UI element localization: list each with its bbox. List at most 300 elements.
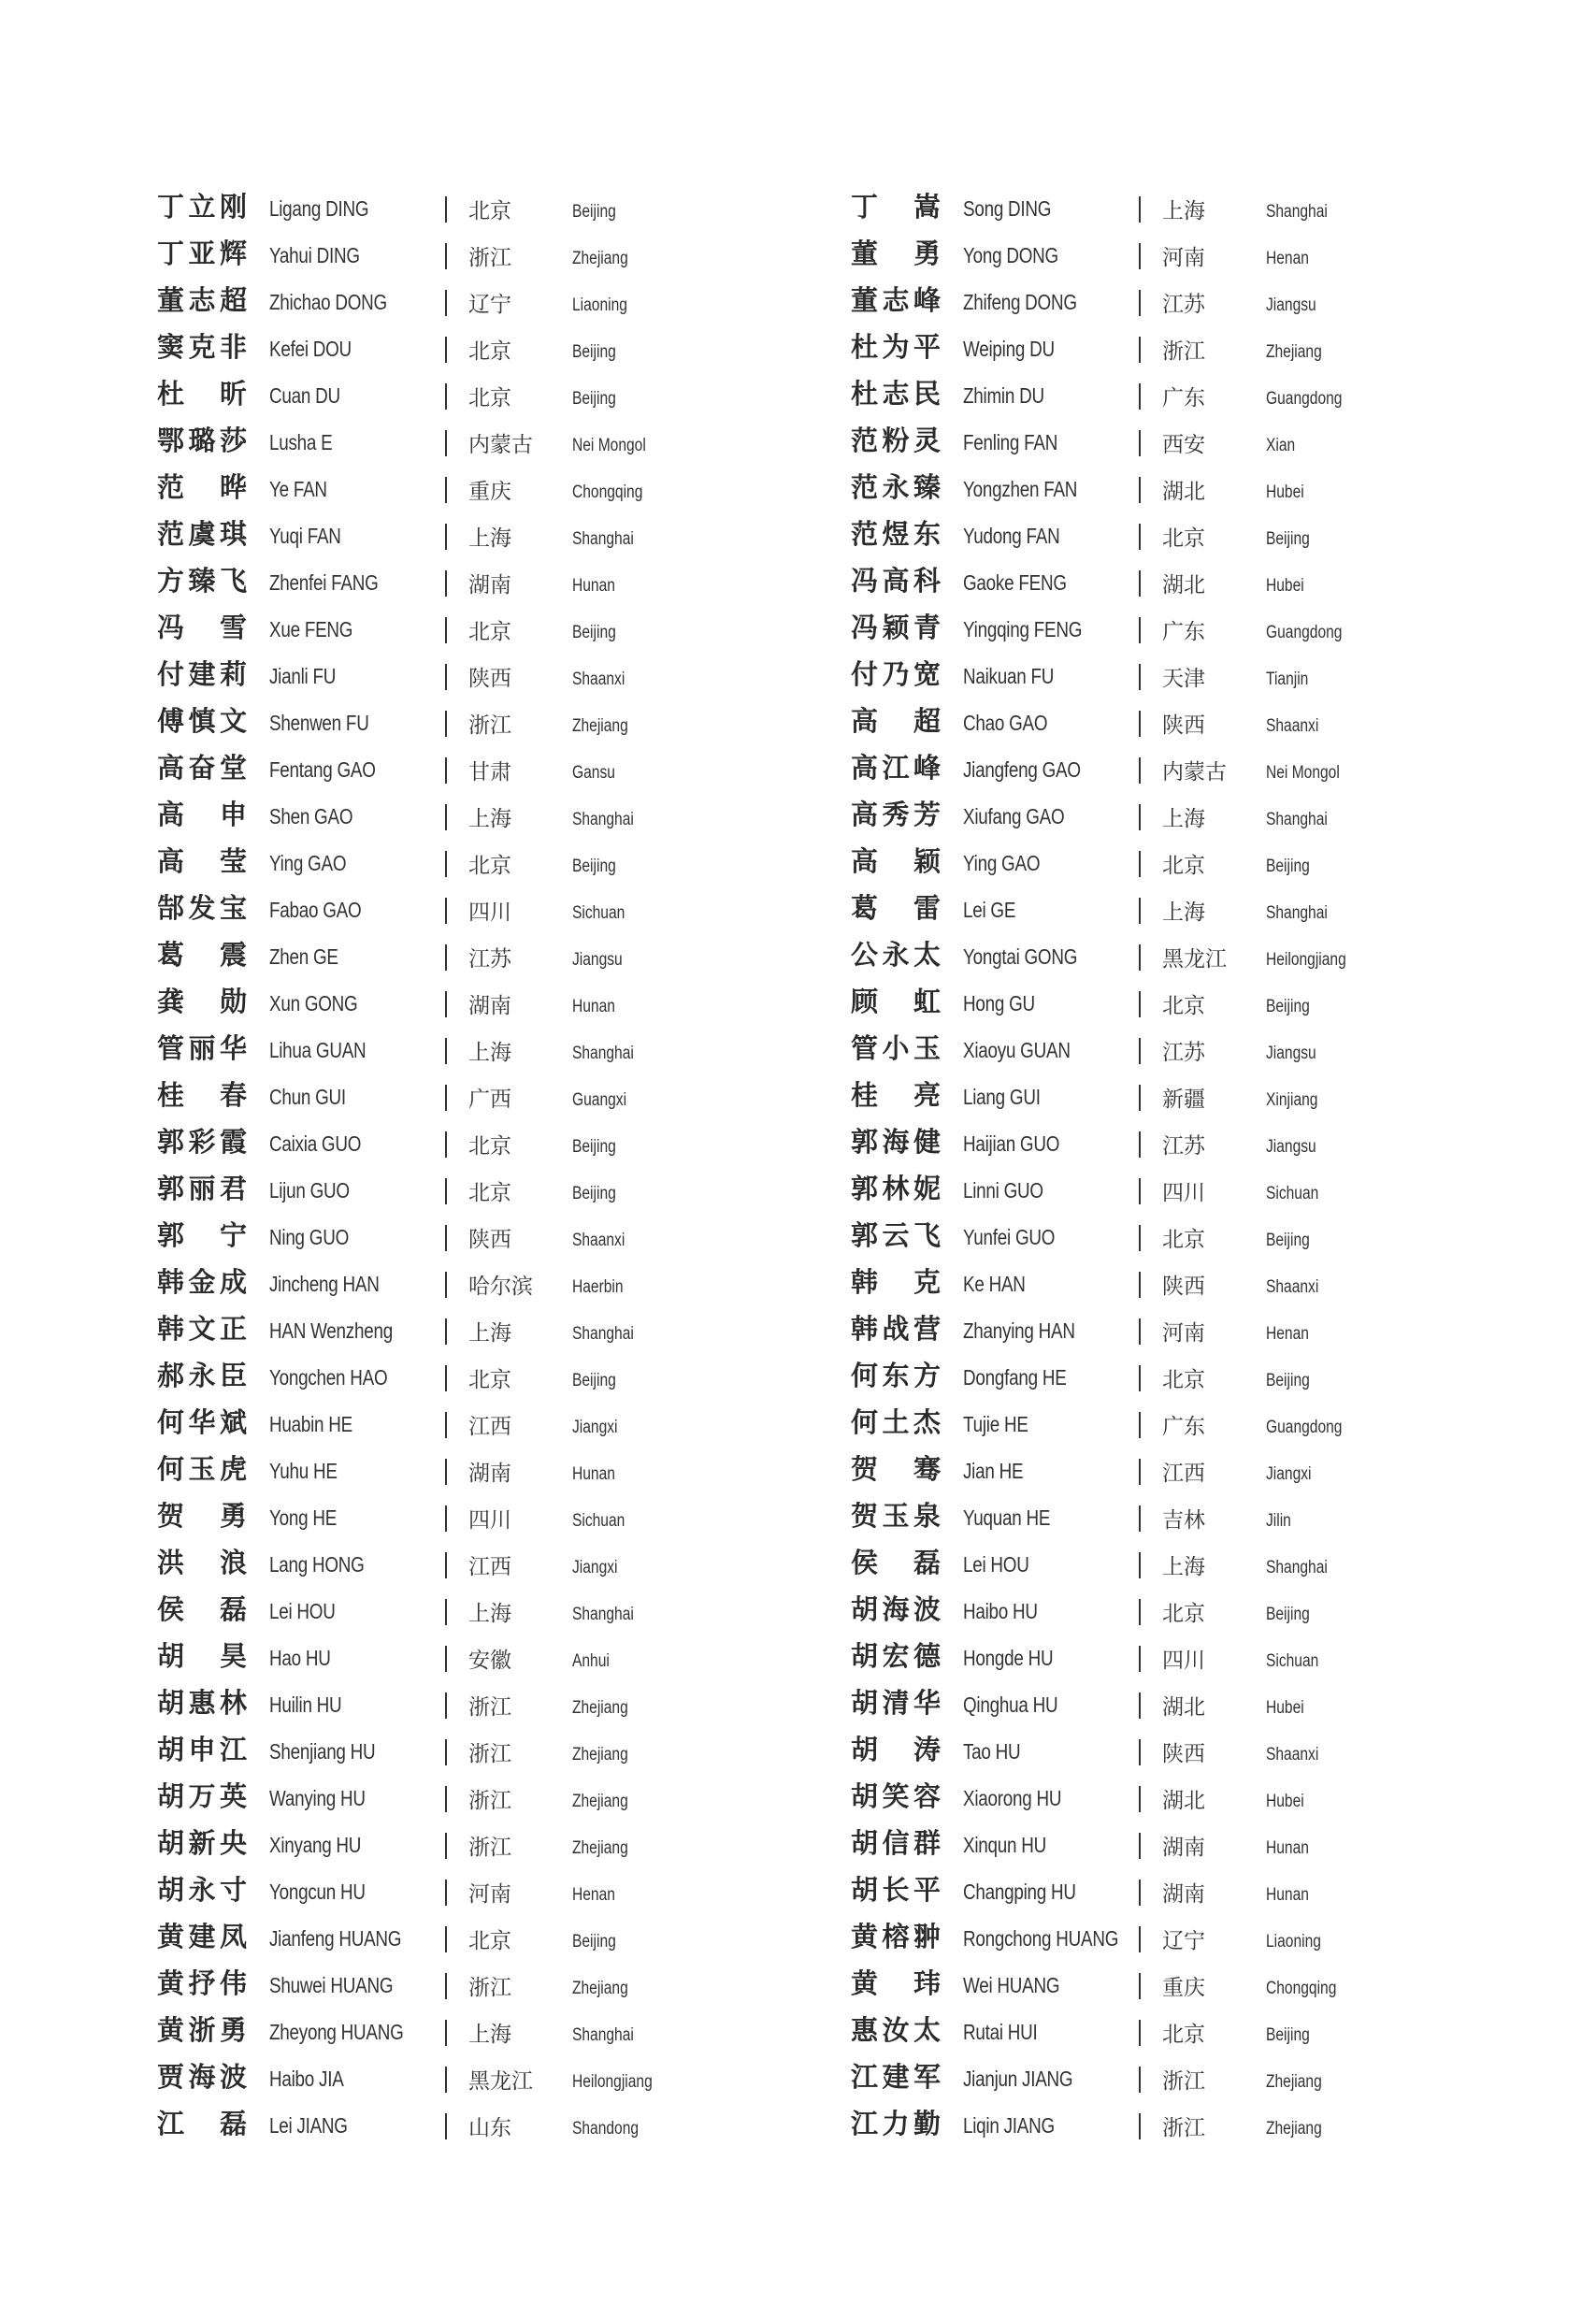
province-english: Zhejiang — [572, 716, 628, 736]
province-english: Shanghai — [1266, 1558, 1328, 1577]
province-chinese: 湖北 — [1162, 1789, 1205, 1813]
province-english: Beijing — [572, 623, 616, 642]
chinese-name: 葛 雷 — [851, 892, 941, 924]
province-english: Beijing — [1266, 997, 1310, 1016]
separator-bar — [1139, 1646, 1141, 1672]
chinese-name: 胡 笑 容 — [851, 1780, 941, 1812]
english-name: Wanying HU — [269, 1786, 366, 1810]
list-item — [851, 1681, 1524, 1728]
separator-bar — [1139, 1880, 1141, 1906]
list-item — [851, 793, 1524, 840]
province-english: Nei Mongol — [1266, 763, 1340, 783]
list-item — [157, 1822, 830, 1868]
chinese-name: 傅 慎 文 — [157, 705, 247, 737]
chinese-name: 管 小 玉 — [851, 1032, 941, 1064]
province-english: Jiangxi — [1266, 1464, 1312, 1484]
english-name: Jianfeng HUANG — [269, 1926, 402, 1951]
chinese-name: 高 莹 — [157, 845, 247, 877]
province-english: Beijing — [572, 857, 616, 876]
english-name: Shenjiang HU — [269, 1739, 376, 1764]
province-chinese: 湖南 — [1162, 1882, 1205, 1907]
separator-bar — [445, 337, 447, 363]
chinese-name: 公 永 太 — [851, 939, 941, 971]
english-name: Fabao GAO — [269, 898, 362, 922]
province-chinese: 浙江 — [1162, 339, 1205, 364]
list-item — [851, 2102, 1524, 2149]
province-english: Zhejiang — [572, 1698, 628, 1718]
list-item — [157, 1027, 830, 1073]
province-english: Hunan — [572, 1464, 615, 1484]
english-name: Zheyong HUANG — [269, 2020, 404, 2044]
province-english: Henan — [1266, 249, 1309, 268]
list-item — [851, 279, 1524, 325]
chinese-name: 贺 勇 — [157, 1500, 247, 1532]
list-item — [157, 980, 830, 1027]
province-english: Shanghai — [572, 1044, 634, 1063]
province-english: Liaoning — [1266, 1932, 1321, 1952]
english-name: Shen GAO — [269, 804, 353, 828]
province-english: Zhejiang — [572, 249, 628, 268]
english-name: Ligang DING — [269, 196, 369, 221]
list-item — [157, 2009, 830, 2055]
province-english: Shanghai — [572, 1605, 634, 1624]
list-item — [157, 1354, 830, 1401]
separator-bar — [1139, 524, 1141, 550]
english-name: Xue FENG — [269, 617, 353, 641]
list-item — [851, 1260, 1524, 1307]
list-item — [157, 232, 830, 279]
chinese-name: 何 东 方 — [851, 1360, 941, 1391]
separator-bar — [1139, 243, 1141, 269]
separator-bar — [445, 711, 447, 737]
separator-bar — [445, 1272, 447, 1298]
province-english: Jiangxi — [572, 1418, 618, 1437]
separator-bar — [1139, 2020, 1141, 2046]
list-item — [851, 232, 1524, 279]
province-chinese: 四川 — [468, 1508, 511, 1533]
chinese-name: 管 丽 华 — [157, 1032, 247, 1064]
province-english: Henan — [1266, 1324, 1309, 1344]
chinese-name: 窦 克 非 — [157, 331, 247, 363]
separator-bar — [1139, 477, 1141, 503]
separator-bar — [1139, 1786, 1141, 1812]
chinese-name: 杜 志 民 — [851, 378, 941, 410]
province-english: Shanghai — [572, 1324, 634, 1344]
chinese-name: 胡 信 群 — [851, 1827, 941, 1859]
province-chinese: 上海 — [468, 1321, 511, 1346]
province-chinese: 重庆 — [468, 480, 511, 504]
separator-bar — [1139, 711, 1141, 737]
chinese-name: 贾 海 波 — [157, 2061, 247, 2093]
province-chinese: 陕西 — [468, 667, 511, 691]
chinese-name: 高 申 — [157, 799, 247, 830]
english-name: Yingqing FENG — [963, 617, 1083, 641]
province-english: Shanghai — [572, 810, 634, 829]
english-name: Hongde HU — [963, 1646, 1054, 1670]
english-name: Jian HE — [963, 1459, 1024, 1483]
chinese-name: 韩 战 营 — [851, 1313, 941, 1345]
separator-bar — [1139, 757, 1141, 784]
province-chinese: 北京 — [1162, 1368, 1205, 1392]
english-name: Haijian GUO — [963, 1131, 1060, 1156]
english-name: HAN Wenzheng — [269, 1318, 393, 1343]
english-name: Yahui DING — [269, 243, 360, 267]
separator-bar — [1139, 851, 1141, 877]
english-name: Xun GONG — [269, 991, 358, 1015]
province-chinese: 黑龙江 — [1162, 947, 1227, 972]
province-chinese: 河南 — [1162, 246, 1205, 270]
list-item — [851, 1120, 1524, 1167]
separator-bar — [1139, 2113, 1141, 2139]
separator-bar — [445, 2020, 447, 2046]
province-chinese: 北京 — [468, 854, 511, 878]
list-item — [851, 559, 1524, 606]
chinese-name: 侯 磊 — [157, 1593, 247, 1625]
province-chinese: 陕西 — [468, 1228, 511, 1252]
province-chinese: 上海 — [468, 2023, 511, 2047]
chinese-name: 郭 林 妮 — [851, 1173, 941, 1204]
province-chinese: 湖南 — [468, 573, 511, 598]
english-name: Ye FAN — [269, 477, 327, 501]
province-chinese: 北京 — [468, 1368, 511, 1392]
list-item — [851, 1167, 1524, 1214]
province-chinese: 上海 — [468, 1602, 511, 1626]
list-item — [851, 466, 1524, 512]
english-name: Yuqi FAN — [269, 524, 341, 548]
province-english: Shaanxi — [572, 670, 625, 689]
province-english: Gansu — [572, 763, 615, 783]
province-english: Xinjiang — [1266, 1090, 1318, 1110]
separator-bar — [1139, 1272, 1141, 1298]
chinese-name: 付 建 莉 — [157, 658, 247, 690]
province-english: Hubei — [1266, 483, 1304, 502]
province-english: Chongqing — [1266, 1979, 1337, 1998]
chinese-name: 胡 惠 林 — [157, 1687, 247, 1719]
province-chinese: 上海 — [468, 526, 511, 551]
province-english: Guangdong — [1266, 389, 1343, 409]
chinese-name: 黄 玮 — [851, 1967, 941, 1999]
list-item — [157, 2102, 830, 2149]
province-english: Shanghai — [1266, 202, 1328, 222]
province-chinese: 北京 — [1162, 994, 1205, 1018]
province-chinese: 四川 — [1162, 1649, 1205, 1673]
list-item — [157, 1775, 830, 1822]
province-chinese: 浙江 — [468, 1836, 511, 1860]
province-chinese: 湖北 — [1162, 1695, 1205, 1720]
province-chinese: 浙江 — [468, 1789, 511, 1813]
chinese-name: 董 志 峰 — [851, 284, 941, 316]
province-chinese: 新疆 — [1162, 1087, 1205, 1112]
separator-bar — [445, 1739, 447, 1765]
separator-bar — [1139, 1178, 1141, 1204]
province-chinese: 上海 — [1162, 900, 1205, 925]
province-chinese: 浙江 — [1162, 2069, 1205, 2094]
province-english: Shaanxi — [1266, 1277, 1319, 1297]
separator-bar — [445, 1131, 447, 1158]
province-english: Sichuan — [1266, 1184, 1319, 1203]
list-item — [851, 1541, 1524, 1588]
separator-bar — [445, 2113, 447, 2139]
chinese-name: 付 乃 宽 — [851, 658, 941, 690]
list-item — [157, 606, 830, 653]
province-chinese: 浙江 — [468, 1742, 511, 1766]
english-name: Ying GAO — [963, 851, 1041, 875]
province-chinese: 江苏 — [1162, 1134, 1205, 1159]
province-chinese: 四川 — [1162, 1181, 1205, 1205]
separator-bar — [1139, 1412, 1141, 1438]
chinese-name: 丁 立 刚 — [157, 191, 247, 223]
separator-bar — [1139, 1692, 1141, 1719]
english-name: Linni GUO — [963, 1178, 1043, 1203]
english-name: Zhifeng DONG — [963, 290, 1077, 314]
english-name: Changping HU — [963, 1880, 1076, 1904]
province-english: Hunan — [572, 576, 615, 596]
separator-bar — [445, 804, 447, 830]
province-english: Beijing — [572, 342, 616, 362]
province-english: Zhejiang — [572, 1745, 628, 1764]
province-english: Beijing — [1266, 2025, 1310, 2045]
chinese-name: 胡 永 寸 — [157, 1874, 247, 1906]
separator-bar — [445, 524, 447, 550]
separator-bar — [445, 664, 447, 690]
province-english: Beijing — [1266, 529, 1310, 549]
chinese-name: 龚 勋 — [157, 986, 247, 1017]
english-name: Yongzhen FAN — [963, 477, 1078, 501]
province-chinese: 河南 — [1162, 1321, 1205, 1346]
province-english: Beijing — [572, 1184, 616, 1203]
province-english: Zhejiang — [572, 1838, 628, 1858]
english-name: Rongchong HUANG — [963, 1926, 1119, 1951]
list-item — [157, 1962, 830, 2009]
province-english: Beijing — [1266, 1231, 1310, 1250]
separator-bar — [445, 757, 447, 784]
english-name: Zhenfei FANG — [269, 570, 379, 595]
province-chinese: 北京 — [1162, 526, 1205, 551]
province-chinese: 陕西 — [1162, 1275, 1205, 1299]
english-name: Gaoke FENG — [963, 570, 1067, 595]
list-item — [157, 1868, 830, 1915]
separator-bar — [445, 991, 447, 1017]
province-chinese: 浙江 — [1162, 2116, 1205, 2140]
separator-bar — [1139, 804, 1141, 830]
separator-bar — [1139, 1739, 1141, 1765]
province-english: Chongqing — [572, 483, 643, 502]
province-english: Guangxi — [572, 1090, 627, 1110]
english-name: Yuquan HE — [963, 1505, 1051, 1530]
chinese-name: 洪 浪 — [157, 1547, 247, 1578]
list-item — [157, 2055, 830, 2102]
english-name: Yong DONG — [963, 243, 1058, 267]
english-name: Fenling FAN — [963, 430, 1058, 454]
separator-bar — [1139, 1926, 1141, 1952]
separator-bar — [445, 196, 447, 223]
english-name: Lei GE — [963, 898, 1016, 922]
separator-bar — [1139, 944, 1141, 971]
province-english: Guangdong — [1266, 623, 1343, 642]
province-english: Hubei — [1266, 1792, 1304, 1811]
separator-bar — [1139, 196, 1141, 223]
english-name: Lijun GUO — [269, 1178, 350, 1203]
province-english: Heilongjiang — [1266, 950, 1346, 970]
list-item — [157, 653, 830, 699]
list-item — [851, 1868, 1524, 1915]
english-name: Huabin HE — [269, 1412, 352, 1436]
province-chinese: 北京 — [1162, 2023, 1205, 2047]
province-chinese: 江苏 — [1162, 293, 1205, 317]
list-item — [851, 1073, 1524, 1120]
separator-bar — [1139, 1038, 1141, 1064]
separator-bar — [445, 898, 447, 924]
english-name: Hao HU — [269, 1646, 331, 1670]
province-english: Hubei — [1266, 576, 1304, 596]
list-item — [851, 512, 1524, 559]
list-item — [157, 746, 830, 793]
province-chinese: 江苏 — [1162, 1041, 1205, 1065]
province-english: Beijing — [572, 1932, 616, 1952]
province-chinese: 山东 — [468, 2116, 511, 2140]
english-name: Xiaorong HU — [963, 1786, 1062, 1810]
list-item — [157, 1167, 830, 1214]
province-english: Beijing — [1266, 857, 1310, 876]
province-english: Heilongjiang — [572, 2072, 653, 2092]
separator-bar — [445, 1692, 447, 1719]
province-chinese: 北京 — [468, 620, 511, 644]
list-item — [157, 1120, 830, 1167]
list-item — [157, 699, 830, 746]
list-item — [157, 419, 830, 466]
chinese-name: 范 粉 灵 — [851, 425, 941, 456]
chinese-name: 郝 永 臣 — [157, 1360, 247, 1391]
chinese-name: 桂 春 — [157, 1079, 247, 1111]
province-chinese: 辽宁 — [1162, 1929, 1205, 1953]
separator-bar — [445, 2067, 447, 2093]
province-chinese: 安徽 — [468, 1649, 511, 1673]
chinese-name: 胡 海 波 — [851, 1593, 941, 1625]
province-chinese: 黑龙江 — [468, 2069, 533, 2094]
english-name: Liang GUI — [963, 1085, 1041, 1109]
chinese-name: 贺 骞 — [851, 1453, 941, 1485]
chinese-name: 董 勇 — [851, 238, 941, 269]
separator-bar — [1139, 1599, 1141, 1625]
list-item — [157, 1728, 830, 1775]
province-english: Jiangsu — [572, 950, 623, 970]
province-chinese: 哈尔滨 — [468, 1275, 533, 1299]
right-column — [851, 185, 1524, 2149]
chinese-name: 高 奋 堂 — [157, 752, 247, 784]
separator-bar — [1139, 898, 1141, 924]
chinese-name: 方 臻 飞 — [157, 565, 247, 597]
province-chinese: 广东 — [1162, 1415, 1205, 1439]
english-name: Lei HOU — [963, 1552, 1029, 1577]
chinese-name: 胡 宏 德 — [851, 1640, 941, 1672]
chinese-name: 董 志 超 — [157, 284, 247, 316]
list-item — [157, 1915, 830, 1962]
chinese-name: 侯 磊 — [851, 1547, 941, 1578]
chinese-name: 郭 彩 霞 — [157, 1126, 247, 1158]
province-chinese: 上海 — [1162, 1555, 1205, 1579]
list-item — [851, 886, 1524, 933]
province-chinese: 江苏 — [468, 947, 511, 972]
province-chinese: 北京 — [1162, 1602, 1205, 1626]
separator-bar — [1139, 337, 1141, 363]
province-english: Hunan — [1266, 1838, 1309, 1858]
chinese-name: 冯 颖 青 — [851, 612, 941, 643]
list-item — [157, 1494, 830, 1541]
list-item — [157, 372, 830, 419]
chinese-name: 胡 清 华 — [851, 1687, 941, 1719]
list-item — [851, 1354, 1524, 1401]
list-item — [157, 1588, 830, 1635]
province-chinese: 上海 — [468, 807, 511, 831]
province-chinese: 湖南 — [468, 994, 511, 1018]
list-item — [851, 2055, 1524, 2102]
province-chinese: 上海 — [468, 1041, 511, 1065]
list-item — [851, 1214, 1524, 1260]
chinese-name: 郭 丽 君 — [157, 1173, 247, 1204]
separator-bar — [1139, 664, 1141, 690]
chinese-name: 江 力 勤 — [851, 2108, 941, 2139]
separator-bar — [445, 1973, 447, 1999]
province-english: Zhejiang — [1266, 2072, 1322, 2092]
english-name: Shenwen FU — [269, 711, 369, 735]
province-english: Jiangsu — [1266, 1137, 1316, 1157]
chinese-name: 黄 建 凤 — [157, 1921, 247, 1952]
province-english: Jilin — [1266, 1511, 1291, 1531]
province-chinese: 浙江 — [468, 713, 511, 738]
separator-bar — [445, 1318, 447, 1345]
province-chinese: 浙江 — [468, 1695, 511, 1720]
english-name: Wei HUANG — [963, 1973, 1060, 1997]
separator-bar — [1139, 1131, 1141, 1158]
english-name: Xinqun HU — [963, 1833, 1046, 1857]
separator-bar — [1139, 1973, 1141, 1999]
province-chinese: 湖南 — [468, 1462, 511, 1486]
separator-bar — [1139, 617, 1141, 643]
chinese-name: 范 虞 琪 — [157, 518, 247, 550]
list-item — [157, 1214, 830, 1260]
list-item — [851, 1822, 1524, 1868]
list-item — [851, 746, 1524, 793]
province-english: Hunan — [572, 997, 615, 1016]
province-chinese: 北京 — [468, 386, 511, 411]
province-chinese: 北京 — [468, 1929, 511, 1953]
chinese-name: 郭 海 健 — [851, 1126, 941, 1158]
province-english: Shanghai — [1266, 903, 1328, 923]
english-name: Ning GUO — [269, 1225, 350, 1249]
chinese-name: 冯 高 科 — [851, 565, 941, 597]
english-name: Song DING — [963, 196, 1052, 221]
province-english: Beijing — [1266, 1371, 1310, 1390]
chinese-name: 韩 克 — [851, 1266, 941, 1298]
english-name: Haibo HU — [963, 1599, 1038, 1623]
separator-bar — [1139, 1225, 1141, 1251]
english-name: Ke HAN — [963, 1272, 1026, 1296]
separator-bar — [445, 1365, 447, 1391]
chinese-name: 惠 汝 太 — [851, 2014, 941, 2046]
province-english: Shaanxi — [1266, 716, 1319, 736]
list-item — [157, 1448, 830, 1494]
chinese-name: 胡 长 平 — [851, 1874, 941, 1906]
list-item — [157, 512, 830, 559]
chinese-name: 鄂 璐 莎 — [157, 425, 247, 456]
separator-bar — [445, 617, 447, 643]
chinese-name: 高 秀 芳 — [851, 799, 941, 830]
separator-bar — [445, 1599, 447, 1625]
chinese-name: 范 永 臻 — [851, 471, 941, 503]
english-name: Naikuan FU — [963, 664, 1055, 688]
english-name: Xiaoyu GUAN — [963, 1038, 1071, 1062]
province-english: Jiangxi — [572, 1558, 618, 1577]
